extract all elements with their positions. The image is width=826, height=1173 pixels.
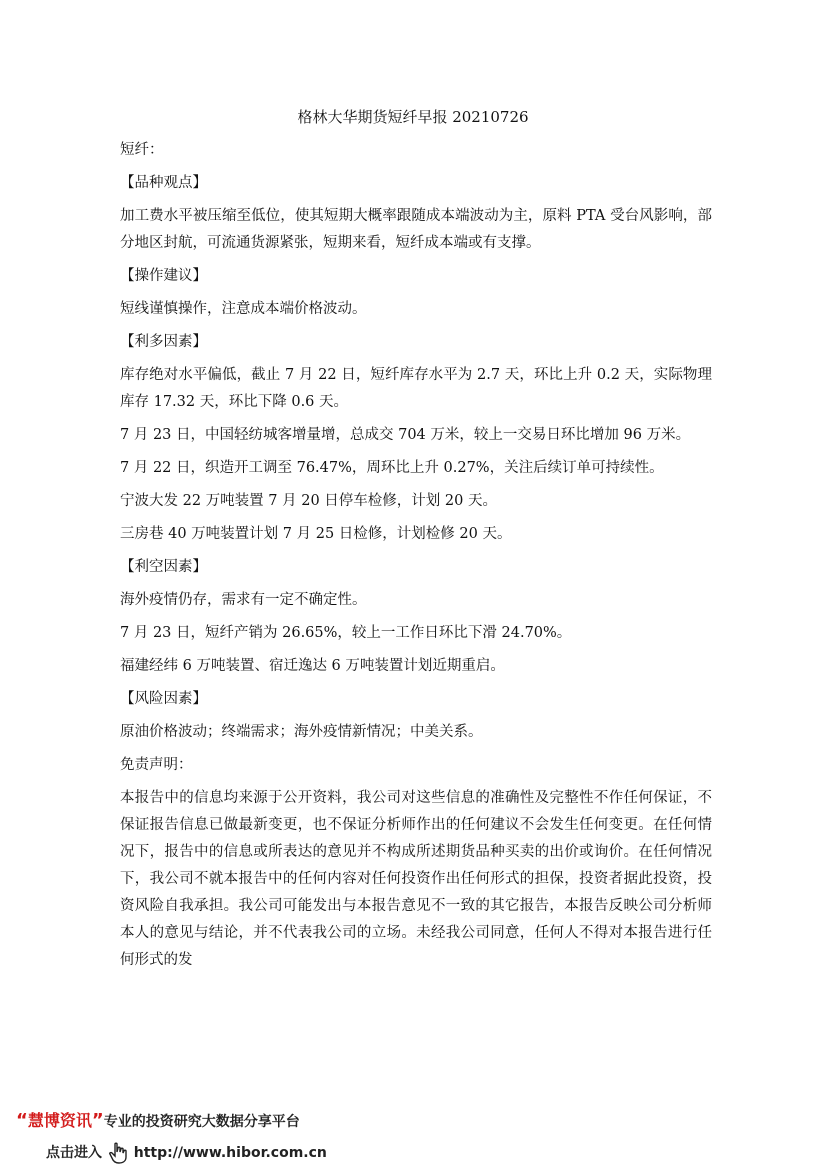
document-body — [120, 137, 712, 980]
section-heading: 【风险因素】 — [120, 691, 207, 707]
paragraph: 库存绝对水平偏低，截止 7 月 22 日，短纤库存水平为 2.7 天，环比上升 0.2 天，实际物理库存 17.32 天，环比下降 0.6 天。 — [120, 367, 712, 410]
section-heading: 【品种观点】 — [120, 175, 207, 191]
disclaimer-text: 本报告中的信息均来源于公开资料，我公司对这些信息的准确性及完整性不作任何保证，不保证报告信息已做最新变更，也不保证分析师作出的任何建议不会发生任何变更。在任何情况下，报告中的信息或所表达的意见并不构成所述期货品种买卖的出价或询价。在任何情况下，我公司不就本报告中的任何内容对任何投资作出任何形式的担保，投资者据此投资，投资风险自我承担。我公司可能发出与本报告意见不一致的其它报告，本报告反映公司分析师本人的意见与结论，并不代表我公司的立场。未经我公司同意，任何人不得对本报告进行任何形式的发 — [120, 790, 712, 968]
paragraph: 7 月 23 日，短纤产销为 26.65%，较上一工作日环比下滑 24.70%。 — [120, 625, 572, 641]
paragraph: 原油价格波动；终端需求；海外疫情新情况；中美关系。 — [120, 724, 483, 740]
paragraph: 7 月 23 日，中国轻纺城客增量增，总成交 704 万米，较上一交易日环比增加 96 万米。 — [120, 427, 691, 443]
quote-close: ” — [91, 1110, 104, 1131]
document-title: 格林大华期货短纤早报 20210726 — [297, 108, 529, 126]
footer-link-line[interactable] — [46, 1140, 327, 1166]
enter-text: 点击进入 — [46, 1145, 102, 1161]
paragraph: 7 月 22 日，织造开工调至 76.47%，周环比上升 0.27%，关注后续订单可持续性。 — [120, 460, 664, 476]
footer-url-link[interactable]: http://www.hibor.com.cn — [133, 1145, 327, 1161]
footer-slogan: 专业的投资研究大数据分享平台 — [103, 1114, 300, 1130]
paragraph: 加工费水平被压缩至低位，使其短期大概率跟随成本端波动为主，原料 PTA 受台风影响，部分地区封航，可流通货源紧张，短期来看，短纤成本端或有支撑。 — [120, 208, 712, 251]
paragraph: 宁波大发 22 万吨装置 7 月 20 日停车检修，计划 20 天。 — [120, 493, 497, 509]
section-heading: 【操作建议】 — [120, 268, 207, 284]
section-heading: 【利多因素】 — [120, 334, 207, 350]
section-heading: 【利空因素】 — [120, 559, 207, 575]
quote-open: “ — [16, 1110, 28, 1131]
paragraph: 三房巷 40 万吨装置计划 7 月 25 日检修，计划检修 20 天。 — [120, 526, 512, 542]
footer-banner[interactable] — [16, 1108, 436, 1168]
paragraph: 短线谨慎操作，注意成本端价格波动。 — [120, 301, 367, 317]
brand-name: 慧博资讯 — [27, 1111, 92, 1130]
disclaimer-heading: 免责声明： — [120, 757, 193, 773]
paragraph: 海外疫情仍存，需求有一定不确定性。 — [120, 592, 367, 608]
paragraph: 福建经纬 6 万吨装置、宿迁逸达 6 万吨装置计划近期重启。 — [120, 658, 505, 674]
section-label: 短纤： — [120, 142, 164, 158]
pointing-hand-icon — [109, 1142, 127, 1164]
footer-slogan-line — [16, 1108, 300, 1135]
